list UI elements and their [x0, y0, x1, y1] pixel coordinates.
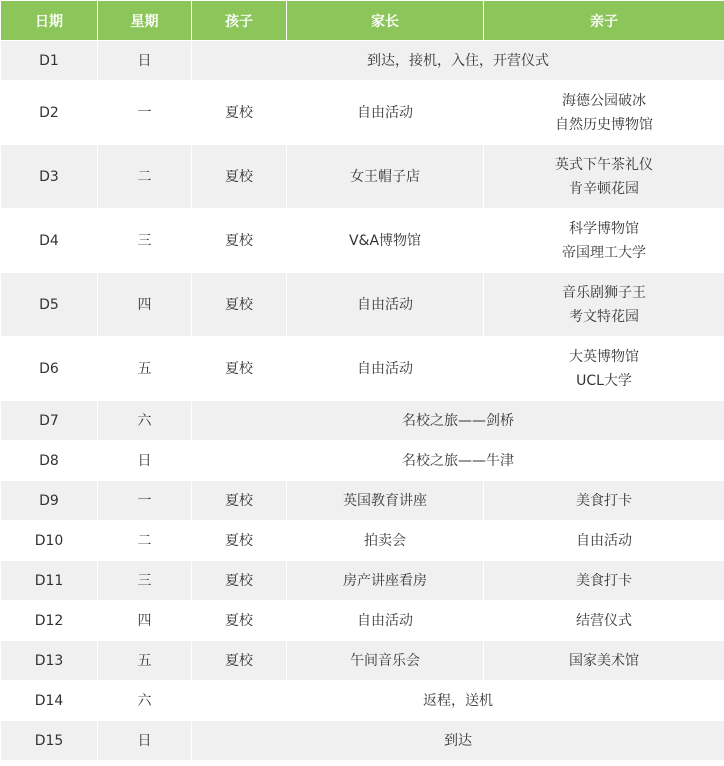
parent-cell: 自由活动	[287, 337, 484, 401]
header-weekday: 星期	[98, 1, 192, 41]
table-row	[1, 337, 724, 401]
parent-cell: 英国教育讲座	[287, 481, 484, 521]
day-cell: D11	[1, 561, 98, 601]
child-cell: 夏校	[192, 641, 287, 681]
header-child: 孩子	[192, 1, 287, 41]
weekday-cell: 一	[98, 481, 192, 521]
parent-cell: 拍卖会	[287, 521, 484, 561]
weekday-cell: 五	[98, 641, 192, 681]
table-row	[1, 481, 724, 521]
child-cell: 夏校	[192, 521, 287, 561]
parent-cell: 房产讲座看房	[287, 561, 484, 601]
merged-activity-cell: 名校之旅——剑桥	[192, 401, 724, 441]
day-cell: D4	[1, 209, 98, 273]
table-row	[1, 641, 724, 681]
child-cell: 夏校	[192, 209, 287, 273]
merged-activity-cell: 到达	[192, 721, 724, 761]
family-activity: 自然历史博物馆	[555, 116, 653, 133]
parent-cell: 自由活动	[287, 601, 484, 641]
child-cell: 夏校	[192, 481, 287, 521]
parent-cell: 自由活动	[287, 273, 484, 337]
weekday-cell: 日	[98, 441, 192, 481]
weekday-cell: 日	[98, 721, 192, 761]
table-row	[1, 401, 724, 441]
day-cell: D15	[1, 721, 98, 761]
header-parent: 家长	[287, 1, 484, 41]
family-cell	[484, 337, 724, 401]
parent-cell: 午间音乐会	[287, 641, 484, 681]
family-activity: 科学博物馆	[569, 220, 639, 237]
child-cell: 夏校	[192, 601, 287, 641]
family-activity: 音乐剧狮子王	[562, 284, 646, 301]
child-cell: 夏校	[192, 337, 287, 401]
table-row	[1, 273, 724, 337]
weekday-cell: 四	[98, 601, 192, 641]
day-cell: D13	[1, 641, 98, 681]
child-cell: 夏校	[192, 561, 287, 601]
table-row	[1, 41, 724, 81]
day-cell: D7	[1, 401, 98, 441]
table-row	[1, 601, 724, 641]
family-activity: 大英博物馆	[569, 348, 639, 365]
header-date: 日期	[1, 1, 98, 41]
family-cell	[484, 481, 724, 521]
merged-activity-cell: 返程，送机	[192, 681, 724, 721]
day-cell: D12	[1, 601, 98, 641]
family-activity: 考文特花园	[569, 308, 639, 325]
weekday-cell: 三	[98, 561, 192, 601]
table-row	[1, 721, 724, 761]
day-cell: D9	[1, 481, 98, 521]
family-cell	[484, 641, 724, 681]
merged-activity-cell: 名校之旅——牛津	[192, 441, 724, 481]
weekday-cell: 一	[98, 81, 192, 145]
weekday-cell: 五	[98, 337, 192, 401]
family-activity: 自由活动	[576, 532, 632, 549]
day-cell: D1	[1, 41, 98, 81]
day-cell: D10	[1, 521, 98, 561]
family-activity: 英式下午茶礼仪	[555, 156, 653, 173]
family-cell	[484, 209, 724, 273]
family-activity: 国家美术馆	[569, 652, 639, 669]
family-cell	[484, 561, 724, 601]
weekday-cell: 日	[98, 41, 192, 81]
table-row	[1, 81, 724, 145]
table-row	[1, 441, 724, 481]
parent-cell: 自由活动	[287, 81, 484, 145]
schedule-body	[1, 41, 724, 761]
table-row	[1, 521, 724, 561]
family-activity: 海德公园破冰	[562, 92, 646, 109]
family-activity: 美食打卡	[576, 492, 632, 509]
table-row	[1, 681, 724, 721]
header-family: 亲子	[484, 1, 724, 41]
family-cell	[484, 273, 724, 337]
child-cell: 夏校	[192, 145, 287, 209]
table-row	[1, 145, 724, 209]
day-cell: D2	[1, 81, 98, 145]
parent-cell: 女王帽子店	[287, 145, 484, 209]
weekday-cell: 二	[98, 145, 192, 209]
family-activity: 帝国理工大学	[562, 244, 646, 261]
weekday-cell: 三	[98, 209, 192, 273]
weekday-cell: 二	[98, 521, 192, 561]
family-cell	[484, 521, 724, 561]
day-cell: D3	[1, 145, 98, 209]
family-activity: 结营仪式	[576, 612, 632, 629]
table-row	[1, 561, 724, 601]
header-row	[1, 1, 724, 41]
day-cell: D6	[1, 337, 98, 401]
day-cell: D8	[1, 441, 98, 481]
parent-cell: V&A博物馆	[287, 209, 484, 273]
merged-activity-cell: 到达，接机，入住，开营仪式	[192, 41, 724, 81]
family-activity: 美食打卡	[576, 572, 632, 589]
day-cell: D14	[1, 681, 98, 721]
weekday-cell: 六	[98, 681, 192, 721]
child-cell: 夏校	[192, 81, 287, 145]
family-cell	[484, 81, 724, 145]
day-cell: D5	[1, 273, 98, 337]
family-cell	[484, 601, 724, 641]
child-cell: 夏校	[192, 273, 287, 337]
weekday-cell: 四	[98, 273, 192, 337]
family-activity: 肯辛顿花园	[569, 180, 639, 197]
family-cell	[484, 145, 724, 209]
weekday-cell: 六	[98, 401, 192, 441]
family-activity: UCL大学	[576, 372, 632, 389]
table-row	[1, 209, 724, 273]
